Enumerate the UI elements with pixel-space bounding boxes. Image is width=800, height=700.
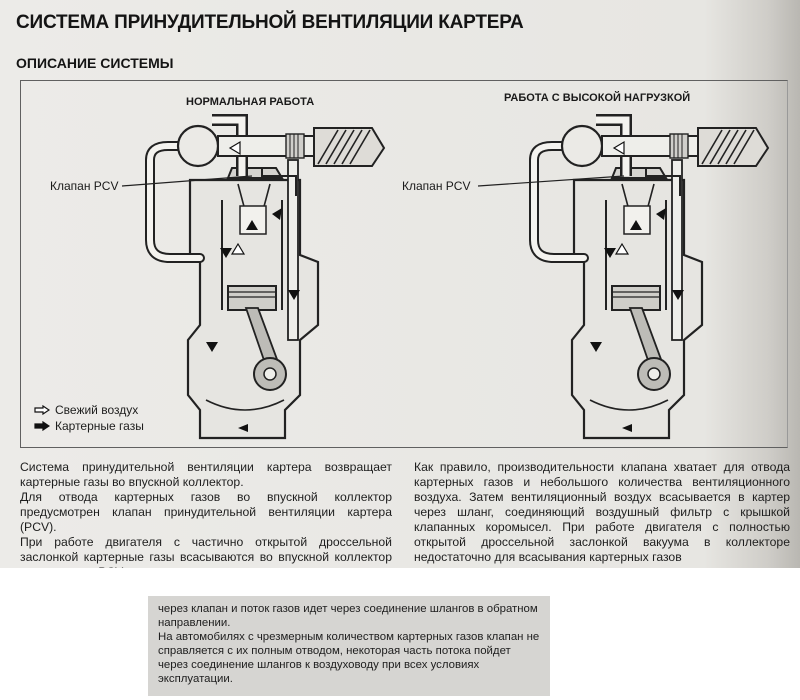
text-column-right: [414, 460, 790, 565]
caption-high-load: РАБОТА С ВЫСОКОЙ НАГРУЗКОЙ: [504, 92, 691, 104]
paragraph: через клапан и поток газов идет через соединение шлангов в обратном направлении.: [158, 603, 538, 629]
paragraph: При работе двигателя с частично открытой дроссельной заслонкой картерные газы всасываются во впускной коллектор: [20, 535, 392, 564]
crankcase-gas-arrow-icon: [34, 421, 50, 431]
legend-crankcase-gas-label: Картерные газы: [55, 419, 144, 433]
paragraph: Как правило, производительности клапана хватает для отвода картерных газов и небольшого количества вентиляционного воздуха. Затем вентиляционный воздух всасывается в картер через шланг, соединяющий воздушный фильтр с крышкой клапанных коромысел. При работе двигателя с полностью открытой дроссельной заслонкой вакуума в коллекторе недостаточно для всасывания картерных газов: [414, 460, 790, 564]
fresh-air-arrow-icon: [34, 405, 50, 415]
paragraph: Для отвода картерных газов во впускной коллектор предусмотрен клапан принудительной вентиляции картера (PCV).: [20, 490, 392, 534]
section-title: ОПИСАНИЕ СИСТЕМЫ: [16, 55, 174, 71]
legend-item-crankcase-gas: [34, 418, 144, 434]
paragraph: Система принудительной вентиляции картера возвращает картерные газы во впускной коллектор.: [20, 460, 392, 489]
pcv-label-right: Клапан PCV: [402, 179, 471, 193]
engine-normal-drawing: [150, 120, 384, 438]
page-title: СИСТЕМА ПРИНУДИТЕЛЬНОЙ ВЕНТИЛЯЦИИ КАРТЕРА: [16, 12, 524, 33]
caption-normal: НОРМАЛЬНАЯ РАБОТА: [186, 96, 315, 108]
pcv-label-left: Клапан PCV: [50, 179, 119, 193]
legend-fresh-air-label: Свежий воздух: [55, 403, 139, 417]
legend: [34, 402, 144, 434]
continuation-fragment: [148, 596, 550, 696]
legend-item-fresh-air: [34, 402, 144, 418]
paragraph: На автомобилях с чрезмерным количеством картерных газов клапан не справляется с их полным отводом, некоторая часть потока пойдет через соединение шлангов к воздуховоду при всех условиях эксплуатации.: [158, 631, 540, 685]
text-column-left: [20, 460, 392, 580]
engine-high-load-drawing: [534, 120, 768, 438]
